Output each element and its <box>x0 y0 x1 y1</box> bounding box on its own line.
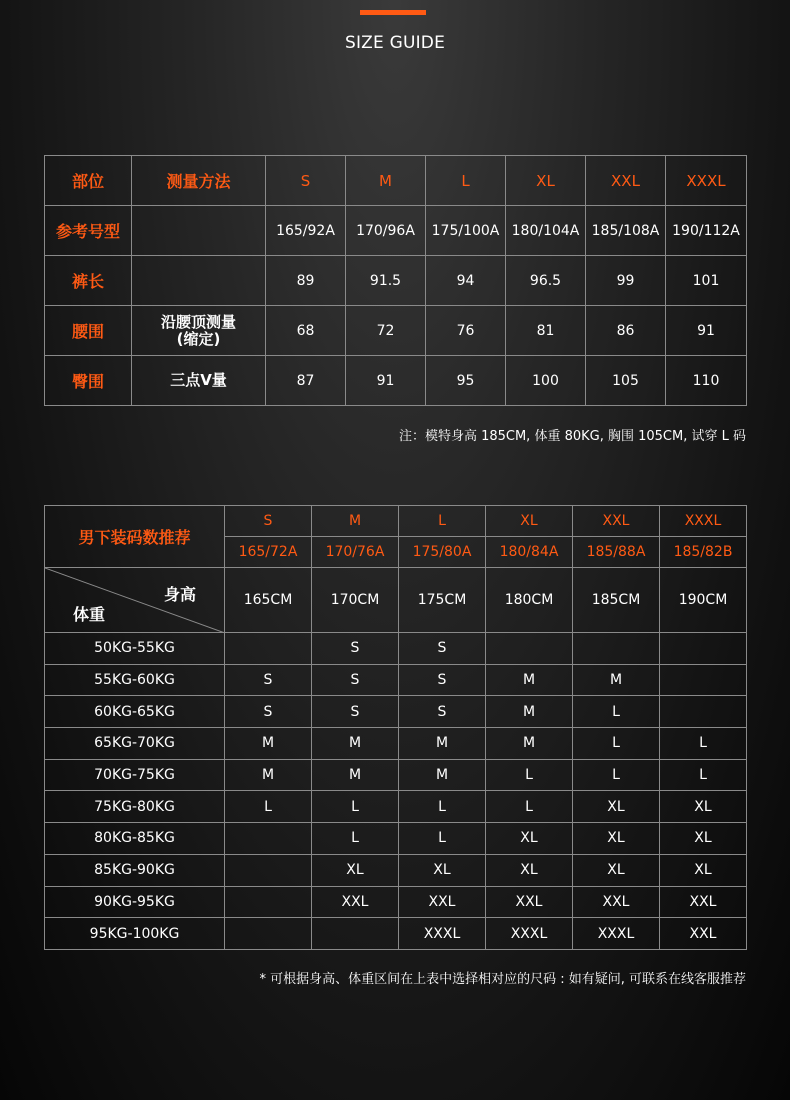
table-cell: 91 <box>346 356 426 406</box>
table-cell: L <box>399 791 486 823</box>
table-cell: S <box>225 664 312 696</box>
table-cell: M <box>399 759 486 791</box>
size-recommend-table <box>44 505 747 950</box>
table-cell <box>660 664 747 696</box>
row-method <box>132 256 266 306</box>
row-method <box>132 306 266 356</box>
table-cell: 165/92A <box>266 206 346 256</box>
header-size-xxl: XXL <box>586 156 666 206</box>
method-line-1: 沿腰顶测量 <box>160 312 236 331</box>
size-label: S <box>225 506 312 537</box>
table-cell: XL <box>660 823 747 855</box>
weight-range: 55KG-60KG <box>45 664 225 696</box>
size-code: 175/80A <box>399 537 486 568</box>
table-cell: M <box>225 759 312 791</box>
table-cell: 105 <box>586 356 666 406</box>
table-cell: XL <box>486 823 573 855</box>
weight-range: 95KG-100KG <box>45 918 225 950</box>
table-cell: L <box>399 823 486 855</box>
table-cell: M <box>573 664 660 696</box>
table-cell <box>225 886 312 918</box>
table-row <box>45 759 747 791</box>
table-cell: 68 <box>266 306 346 356</box>
recommend-size-row <box>45 506 747 537</box>
table-cell <box>225 633 312 665</box>
table-cell: 72 <box>346 306 426 356</box>
height-value: 165CM <box>225 568 312 633</box>
table-cell <box>660 696 747 728</box>
weight-range: 70KG-75KG <box>45 759 225 791</box>
table-cell: XXL <box>312 886 399 918</box>
table-cell: 190/112A <box>666 206 747 256</box>
weight-range: 75KG-80KG <box>45 791 225 823</box>
table-cell: 94 <box>426 256 506 306</box>
table-cell: XXL <box>486 886 573 918</box>
table-cell: 180/104A <box>506 206 586 256</box>
table-cell: M <box>486 664 573 696</box>
height-value: 190CM <box>660 568 747 633</box>
page-title: SIZE GUIDE <box>344 33 446 53</box>
row-method <box>132 206 266 256</box>
table-cell <box>225 854 312 886</box>
weight-range: 60KG-65KG <box>45 696 225 728</box>
table-cell: 76 <box>426 306 506 356</box>
table-row <box>45 256 747 306</box>
table-row <box>45 728 747 760</box>
table-cell <box>312 918 399 950</box>
table-cell: S <box>399 696 486 728</box>
size-label: XL <box>486 506 573 537</box>
size-code: 185/82B <box>660 537 747 568</box>
table-cell: 110 <box>666 356 747 406</box>
size-label: XXXL <box>660 506 747 537</box>
size-label: L <box>399 506 486 537</box>
table-row <box>45 356 747 406</box>
table-cell: S <box>399 633 486 665</box>
table-cell <box>225 823 312 855</box>
table-cell: XL <box>573 854 660 886</box>
accent-bar <box>360 10 426 15</box>
table-cell: L <box>225 791 312 823</box>
row-label: 腰围 <box>45 306 132 356</box>
table-row <box>45 306 747 356</box>
row-label: 裤长 <box>45 256 132 306</box>
weight-axis-label: 体重 <box>73 605 106 624</box>
table-cell: L <box>312 791 399 823</box>
size-measurement-table <box>44 155 747 406</box>
height-value: 180CM <box>486 568 573 633</box>
size-table-header-row <box>45 156 747 206</box>
table-cell: 91 <box>666 306 747 356</box>
table-row <box>45 664 747 696</box>
table-cell <box>486 633 573 665</box>
header-method: 测量方法 <box>132 156 266 206</box>
table-cell: S <box>312 696 399 728</box>
size-label: M <box>312 506 399 537</box>
weight-range: 90KG-95KG <box>45 886 225 918</box>
table-cell: L <box>573 759 660 791</box>
table-row <box>45 854 747 886</box>
header-size-xl: XL <box>506 156 586 206</box>
recommend-height-row <box>45 568 747 633</box>
footnote: * 可根据身高、体重区间在上表中选择相对应的尺码 : 如有疑问, 可联系在线客服推荐 <box>259 972 746 987</box>
table-cell: 100 <box>506 356 586 406</box>
table-cell: L <box>660 728 747 760</box>
table-cell: 170/96A <box>346 206 426 256</box>
table-cell: S <box>312 664 399 696</box>
table-cell: L <box>312 823 399 855</box>
table-cell: 81 <box>506 306 586 356</box>
header-part: 部位 <box>45 156 132 206</box>
table-cell: XL <box>660 791 747 823</box>
table-row <box>45 918 747 950</box>
row-label: 臀围 <box>45 356 132 406</box>
table-cell: XXL <box>399 886 486 918</box>
table-cell: M <box>312 759 399 791</box>
table-cell: L <box>573 728 660 760</box>
row-label: 参考号型 <box>45 206 132 256</box>
table-cell <box>660 633 747 665</box>
height-axis-label: 身高 <box>163 585 196 604</box>
table-row <box>45 823 747 855</box>
model-note: 注：模特身高 185CM, 体重 80KG, 胸围 105CM, 试穿 L 码 <box>398 429 746 444</box>
table-row <box>45 633 747 665</box>
table-cell: 86 <box>586 306 666 356</box>
table-row <box>45 886 747 918</box>
size-code: 185/88A <box>573 537 660 568</box>
table-cell: XXXL <box>486 918 573 950</box>
table-cell: 96.5 <box>506 256 586 306</box>
recommend-title: 男下装码数推荐 <box>45 506 225 568</box>
weight-range: 50KG-55KG <box>45 633 225 665</box>
table-cell <box>225 918 312 950</box>
table-cell: L <box>486 791 573 823</box>
size-code: 180/84A <box>486 537 573 568</box>
table-cell: XXL <box>660 918 747 950</box>
height-value: 175CM <box>399 568 486 633</box>
table-cell: XL <box>399 854 486 886</box>
table-cell: XL <box>312 854 399 886</box>
table-cell <box>573 633 660 665</box>
table-cell: XXXL <box>573 918 660 950</box>
table-cell: XXL <box>660 886 747 918</box>
height-value: 170CM <box>312 568 399 633</box>
table-cell: 175/100A <box>426 206 506 256</box>
table-cell: M <box>225 728 312 760</box>
table-cell: S <box>399 664 486 696</box>
table-cell: L <box>573 696 660 728</box>
header-size-m: M <box>346 156 426 206</box>
table-cell: 101 <box>666 256 747 306</box>
table-cell: M <box>486 728 573 760</box>
size-label: XXL <box>573 506 660 537</box>
weight-range: 85KG-90KG <box>45 854 225 886</box>
header-size-xxxl: XXXL <box>666 156 747 206</box>
table-cell: S <box>312 633 399 665</box>
weight-range: 80KG-85KG <box>45 823 225 855</box>
method-line-2: (缩定) <box>176 329 221 348</box>
recommend-table-body <box>45 633 747 950</box>
table-cell: 89 <box>266 256 346 306</box>
table-cell: L <box>486 759 573 791</box>
table-row <box>45 791 747 823</box>
table-cell: M <box>486 696 573 728</box>
table-cell: XL <box>486 854 573 886</box>
size-code: 170/76A <box>312 537 399 568</box>
table-cell: M <box>399 728 486 760</box>
diagonal-line <box>45 568 225 633</box>
table-cell: XL <box>573 823 660 855</box>
table-cell: XXL <box>573 886 660 918</box>
table-cell: 99 <box>586 256 666 306</box>
header-size-s: S <box>266 156 346 206</box>
height-value: 185CM <box>573 568 660 633</box>
table-row <box>45 206 747 256</box>
table-cell: 185/108A <box>586 206 666 256</box>
table-cell: XL <box>573 791 660 823</box>
table-cell: M <box>312 728 399 760</box>
table-cell: L <box>660 759 747 791</box>
diagonal-header-cell <box>45 568 225 633</box>
table-row <box>45 696 747 728</box>
table-cell: 91.5 <box>346 256 426 306</box>
row-method: 三点V量 <box>132 356 266 406</box>
table-cell: 87 <box>266 356 346 406</box>
table-cell: XL <box>660 854 747 886</box>
table-cell: S <box>225 696 312 728</box>
weight-range: 65KG-70KG <box>45 728 225 760</box>
size-code: 165/72A <box>225 537 312 568</box>
table-cell: XXXL <box>399 918 486 950</box>
table-cell: 95 <box>426 356 506 406</box>
header-size-l: L <box>426 156 506 206</box>
